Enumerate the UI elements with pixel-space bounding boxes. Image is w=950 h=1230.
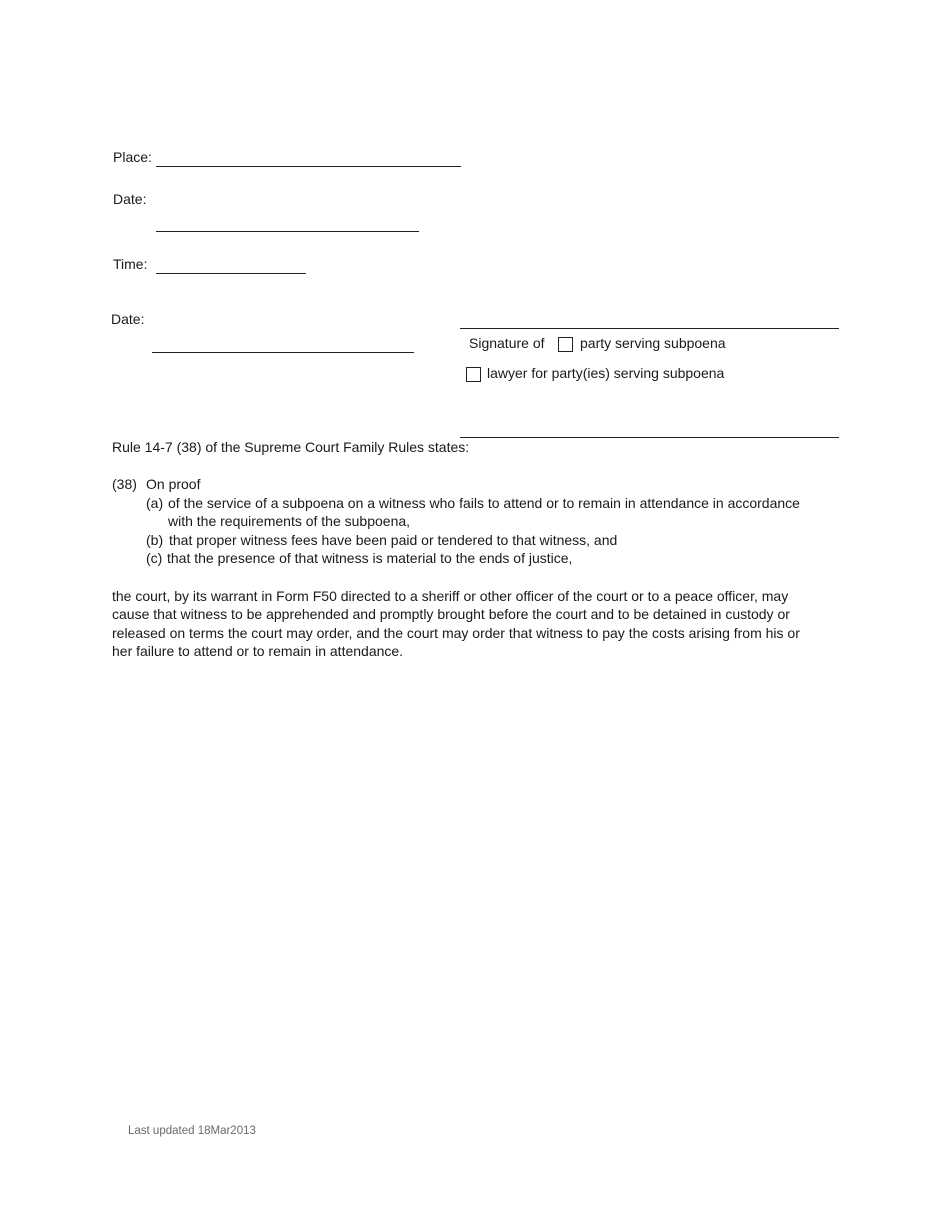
conclusion-line-4: her failure to attend or to remain in attendance. <box>112 643 404 659</box>
item-c-text: that the presence of that witness is material to the ends of justice, <box>167 550 573 566</box>
rule-intro: On proof <box>146 476 201 492</box>
rule-number: (38) <box>112 476 137 492</box>
signature-date-label: Date: <box>111 311 145 327</box>
place-underline <box>156 166 461 167</box>
conclusion-line-1: the court, by its warrant in Form F50 directed to a sheriff or other officer of the court or to a peace officer, may <box>112 588 789 604</box>
party-checkbox[interactable] <box>558 337 573 352</box>
place-label: Place: <box>113 149 152 165</box>
party-option-label: party serving subpoena <box>580 335 726 351</box>
date-underline <box>156 231 419 232</box>
time-label: Time: <box>113 256 148 272</box>
item-c-marker: (c) <box>146 550 163 566</box>
rule-heading: Rule 14-7 (38) of the Supreme Court Family Rules states: <box>112 439 470 455</box>
item-a-text-line1: of the service of a subpoena on a witness who fails to attend or to remain in attendance in accordance <box>168 495 800 511</box>
place-field[interactable] <box>156 148 461 167</box>
lawyer-checkbox[interactable] <box>466 367 481 382</box>
signature-line[interactable] <box>460 328 839 329</box>
signature-prefix: Signature of <box>469 335 545 351</box>
time-field[interactable] <box>156 255 306 274</box>
signature-date-field[interactable] <box>152 333 414 353</box>
item-b-marker: (b) <box>146 532 164 548</box>
item-b-text: that proper witness fees have been paid or tendered to that witness, and <box>169 532 618 548</box>
time-underline <box>156 273 306 274</box>
signature-bottom-rule <box>460 437 839 438</box>
date-field[interactable] <box>156 212 419 232</box>
conclusion-line-2: cause that witness to be apprehended and promptly brought before the court and to be detained in custody or <box>112 606 790 622</box>
signature-date-underline <box>152 352 414 353</box>
conclusion-line-3: released on terms the court may order, and the court may order that witness to pay the costs arising from his or <box>112 625 800 641</box>
item-a-text-line2: with the requirements of the subpoena, <box>168 513 411 529</box>
date-label: Date: <box>113 191 147 207</box>
lawyer-option-label: lawyer for party(ies) serving subpoena <box>487 365 725 381</box>
last-updated: Last updated 18Mar2013 <box>128 1125 256 1137</box>
item-a-marker: (a) <box>146 495 164 511</box>
